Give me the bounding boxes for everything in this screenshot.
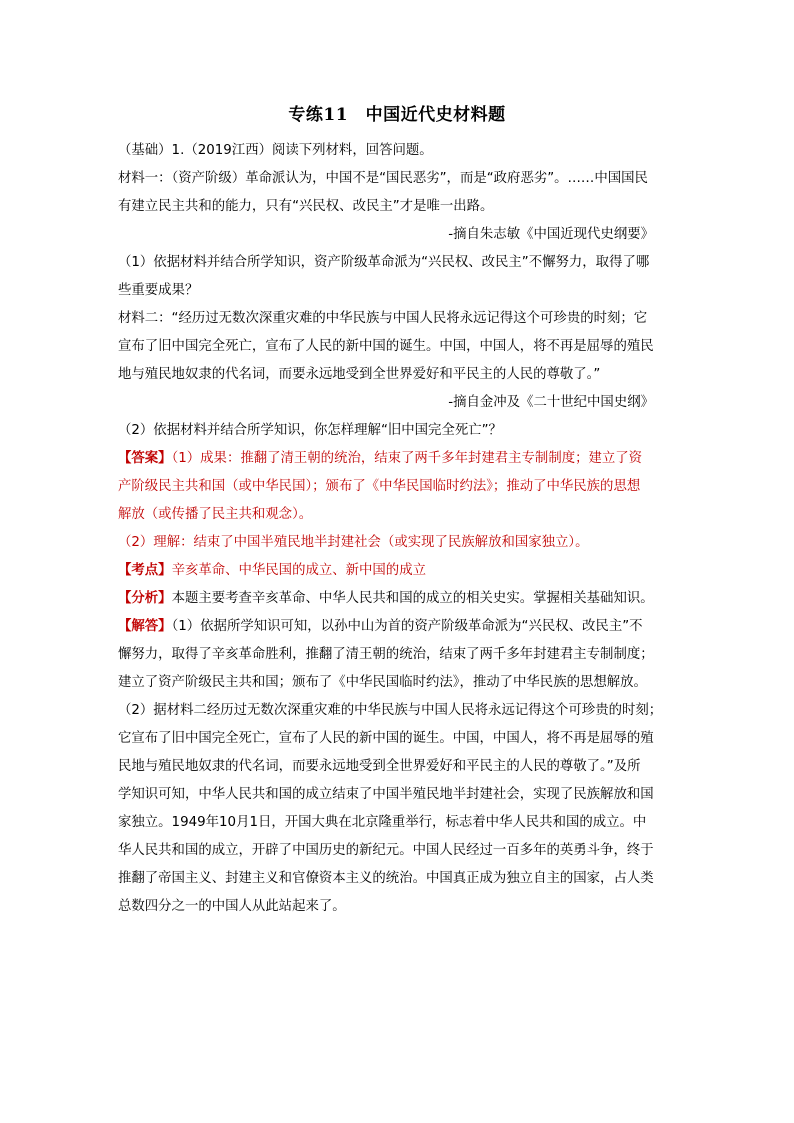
question1-line: 些重要成果？ (118, 283, 199, 298)
jieda-line: 懈努力，取得了辛亥革命胜利，推翻了清王朝的统治，结束了两千多年封建君主专制制度； (118, 647, 654, 662)
jieda-label: 【解答】 (118, 619, 172, 634)
kaodian-line (118, 557, 676, 585)
material2-source: -摘自金冲及《二十世纪中国史纲》 (448, 395, 654, 410)
material1-line: 材料一：（资产阶级）革命派认为，中国不是“国民恶劣”，而是“政府恶劣”。……中国国民 (118, 171, 648, 186)
material1-source: -摘自朱志敏《中国近现代史纲要》 (448, 227, 654, 242)
question-intro: （基础）1.（2019江西）阅读下列材料，回答问题。 (118, 143, 433, 158)
answer-line: （2）理解：结束了中国半殖民地半封建社会（或实现了民族解放和国家独立）。 (118, 535, 589, 550)
question1-line: （1）依据材料并结合所学知识，资产阶级革命派为“兴民权、改民主”不懈努力，取得了哪 (118, 255, 650, 270)
jieda-text: （1）依据所学知识可知，以孙中山为首的资产阶级革命派为“兴民权、改民主”不 (171, 619, 643, 634)
jieda-line: 它宣布了旧中国完全死亡，宣布了人民的新中国的诞生。中国，中国人，将不再是屈辱的殖 (118, 731, 654, 746)
jieda-line: 民地与殖民地奴隶的代名词，而要永远地受到全世界爱好和平民主的人民的尊敬了。”及所 (118, 759, 641, 774)
jieda-line (118, 613, 676, 641)
jieda-line: 家独立。1949年10月1日，开国大典在北京隆重举行，标志着中华人民共和国的成立。中 (118, 815, 647, 830)
jieda-line: 建立了资产阶级民主共和国；颁布了《中华民国临时约法》，推动了中华民族的思想解放。 (118, 675, 647, 690)
page-title: 专练11 中国近代史材料题 (288, 105, 506, 125)
jieda-line: （2）据材料二经历过无数次深重灾难的中华民族与中国人民将永远记得这个可珍贵的时刻； (118, 703, 663, 718)
material2-line: 地与殖民地奴隶的代名词，而要永远地受到全世界爱好和平民主的人民的尊敬了。” (118, 367, 601, 382)
kaodian-label: 【考点】 (118, 563, 172, 578)
material2-line: 宣布了旧中国完全死亡，宣布了人民的新中国的诞生。中国，中国人，将不再是屈辱的殖民 (118, 339, 654, 354)
answer-line: 解放（或传播了民主共和观念）。 (118, 507, 313, 522)
material1-line: 有建立民主共和的能力，只有“兴民权、改民主”才是唯一出路。 (118, 199, 494, 214)
material2-line: 材料二：“经历过无数次深重灾难的中华民族与中国人民将永远记得这个可珍贵的时刻；它 (118, 311, 648, 326)
answer-text: （1）成果：推翻了清王朝的统治，结束了两千多年封建君主专制制度；建立了资 (171, 451, 643, 466)
jieda-line: 华人民共和国的成立，开辟了中国历史的新纪元。中国人民经过一百多年的英勇斗争，终于 (118, 843, 654, 858)
jieda-line: 学知识可知，中华人民共和国的成立结束了中国半殖民地半封建社会，实现了民族解放和国 (118, 787, 654, 802)
question2-line: （2）依据材料并结合所学知识，你怎样理解“旧中国完全死亡”？ (118, 423, 502, 438)
fenxi-label: 【分析】 (118, 591, 172, 606)
answer-label: 【答案】 (118, 451, 172, 466)
jieda-line: 总数四分之一的中国人从此站起来了。 (118, 899, 346, 914)
kaodian-text: 辛亥革命、中华民国的成立、新中国的成立 (171, 563, 426, 578)
answer-line (118, 445, 676, 473)
document-page (118, 100, 676, 921)
fenxi-text: 本题主要考查辛亥革命、中华人民共和国的成立的相关史实。掌握相关基础知识。 (171, 591, 654, 606)
jieda-line: 推翻了帝国主义、封建主义和官僚资本主义的统治。中国真正成为独立自主的国家，占人类 (118, 871, 654, 886)
answer-line: 产阶级民主共和国（或中华民国）；颁布了《中华民国临时约法》；推动了中华民族的思想 (118, 479, 641, 494)
fenxi-line (118, 585, 676, 613)
